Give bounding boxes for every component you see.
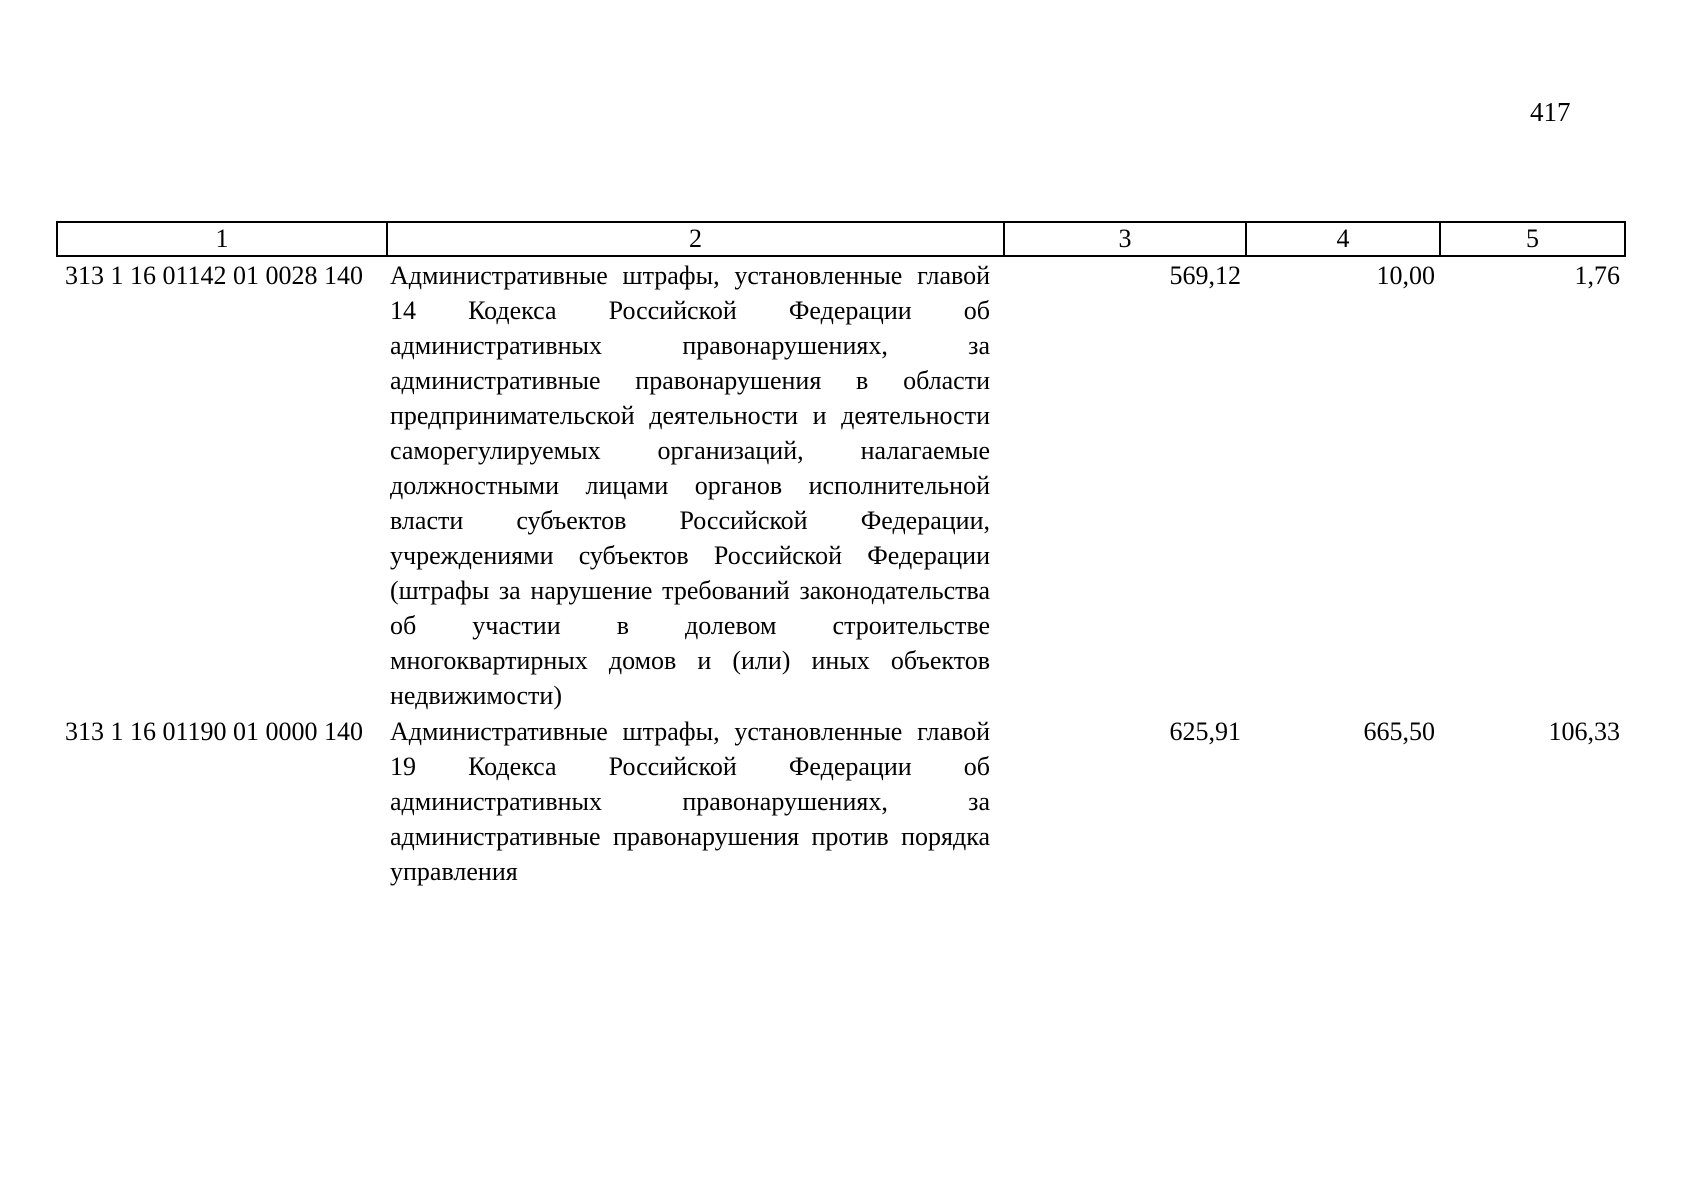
budget-code-cell: 313 1 16 01190 01 0000 140 <box>65 717 364 746</box>
header-cell-4: 4 <box>1246 222 1440 256</box>
budget-code-cell: 313 1 16 01142 01 0028 140 <box>65 261 364 290</box>
value-cell-col5: 106,33 <box>1548 717 1620 746</box>
value-cell-col4: 665,50 <box>1363 717 1435 746</box>
header-cell-2: 2 <box>387 222 1004 256</box>
header-cell-5: 5 <box>1440 222 1625 256</box>
table-header <box>57 222 1625 256</box>
value-cell-col3: 625,91 <box>1169 717 1241 746</box>
budget-table <box>56 221 1626 889</box>
value-cell-col3: 569,12 <box>1169 261 1241 290</box>
description-cell: Административные штрафы, установленные главой 14 Кодекса Российской Федерации об административных правонарушениях, за административные правонарушения в области предпринимательской деятельности и деятельности саморегулируемых организаций, налагаемые должностными лицами органов исполнительной власти субъектов Российской Федерации, учреждениями субъектов Российской Федерации (штрафы за нарушение требований законодательства об участии в долевом строительстве многоквартирных домов и (или) иных объектов недвижимости) <box>390 261 990 710</box>
header-cell-1: 1 <box>57 222 387 256</box>
page-number: 417 <box>1530 97 1571 127</box>
description-cell: Административные штрафы, установленные главой 19 Кодекса Российской Федерации об административных правонарушениях, за административные правонарушения против порядка управления <box>390 717 990 886</box>
table-row <box>57 713 1625 889</box>
table-row <box>57 256 1625 713</box>
table-body <box>57 256 1625 889</box>
value-cell-col4: 10,00 <box>1376 261 1435 290</box>
value-cell-col5: 1,76 <box>1574 261 1620 290</box>
header-cell-3: 3 <box>1004 222 1246 256</box>
header-row <box>57 222 1625 256</box>
